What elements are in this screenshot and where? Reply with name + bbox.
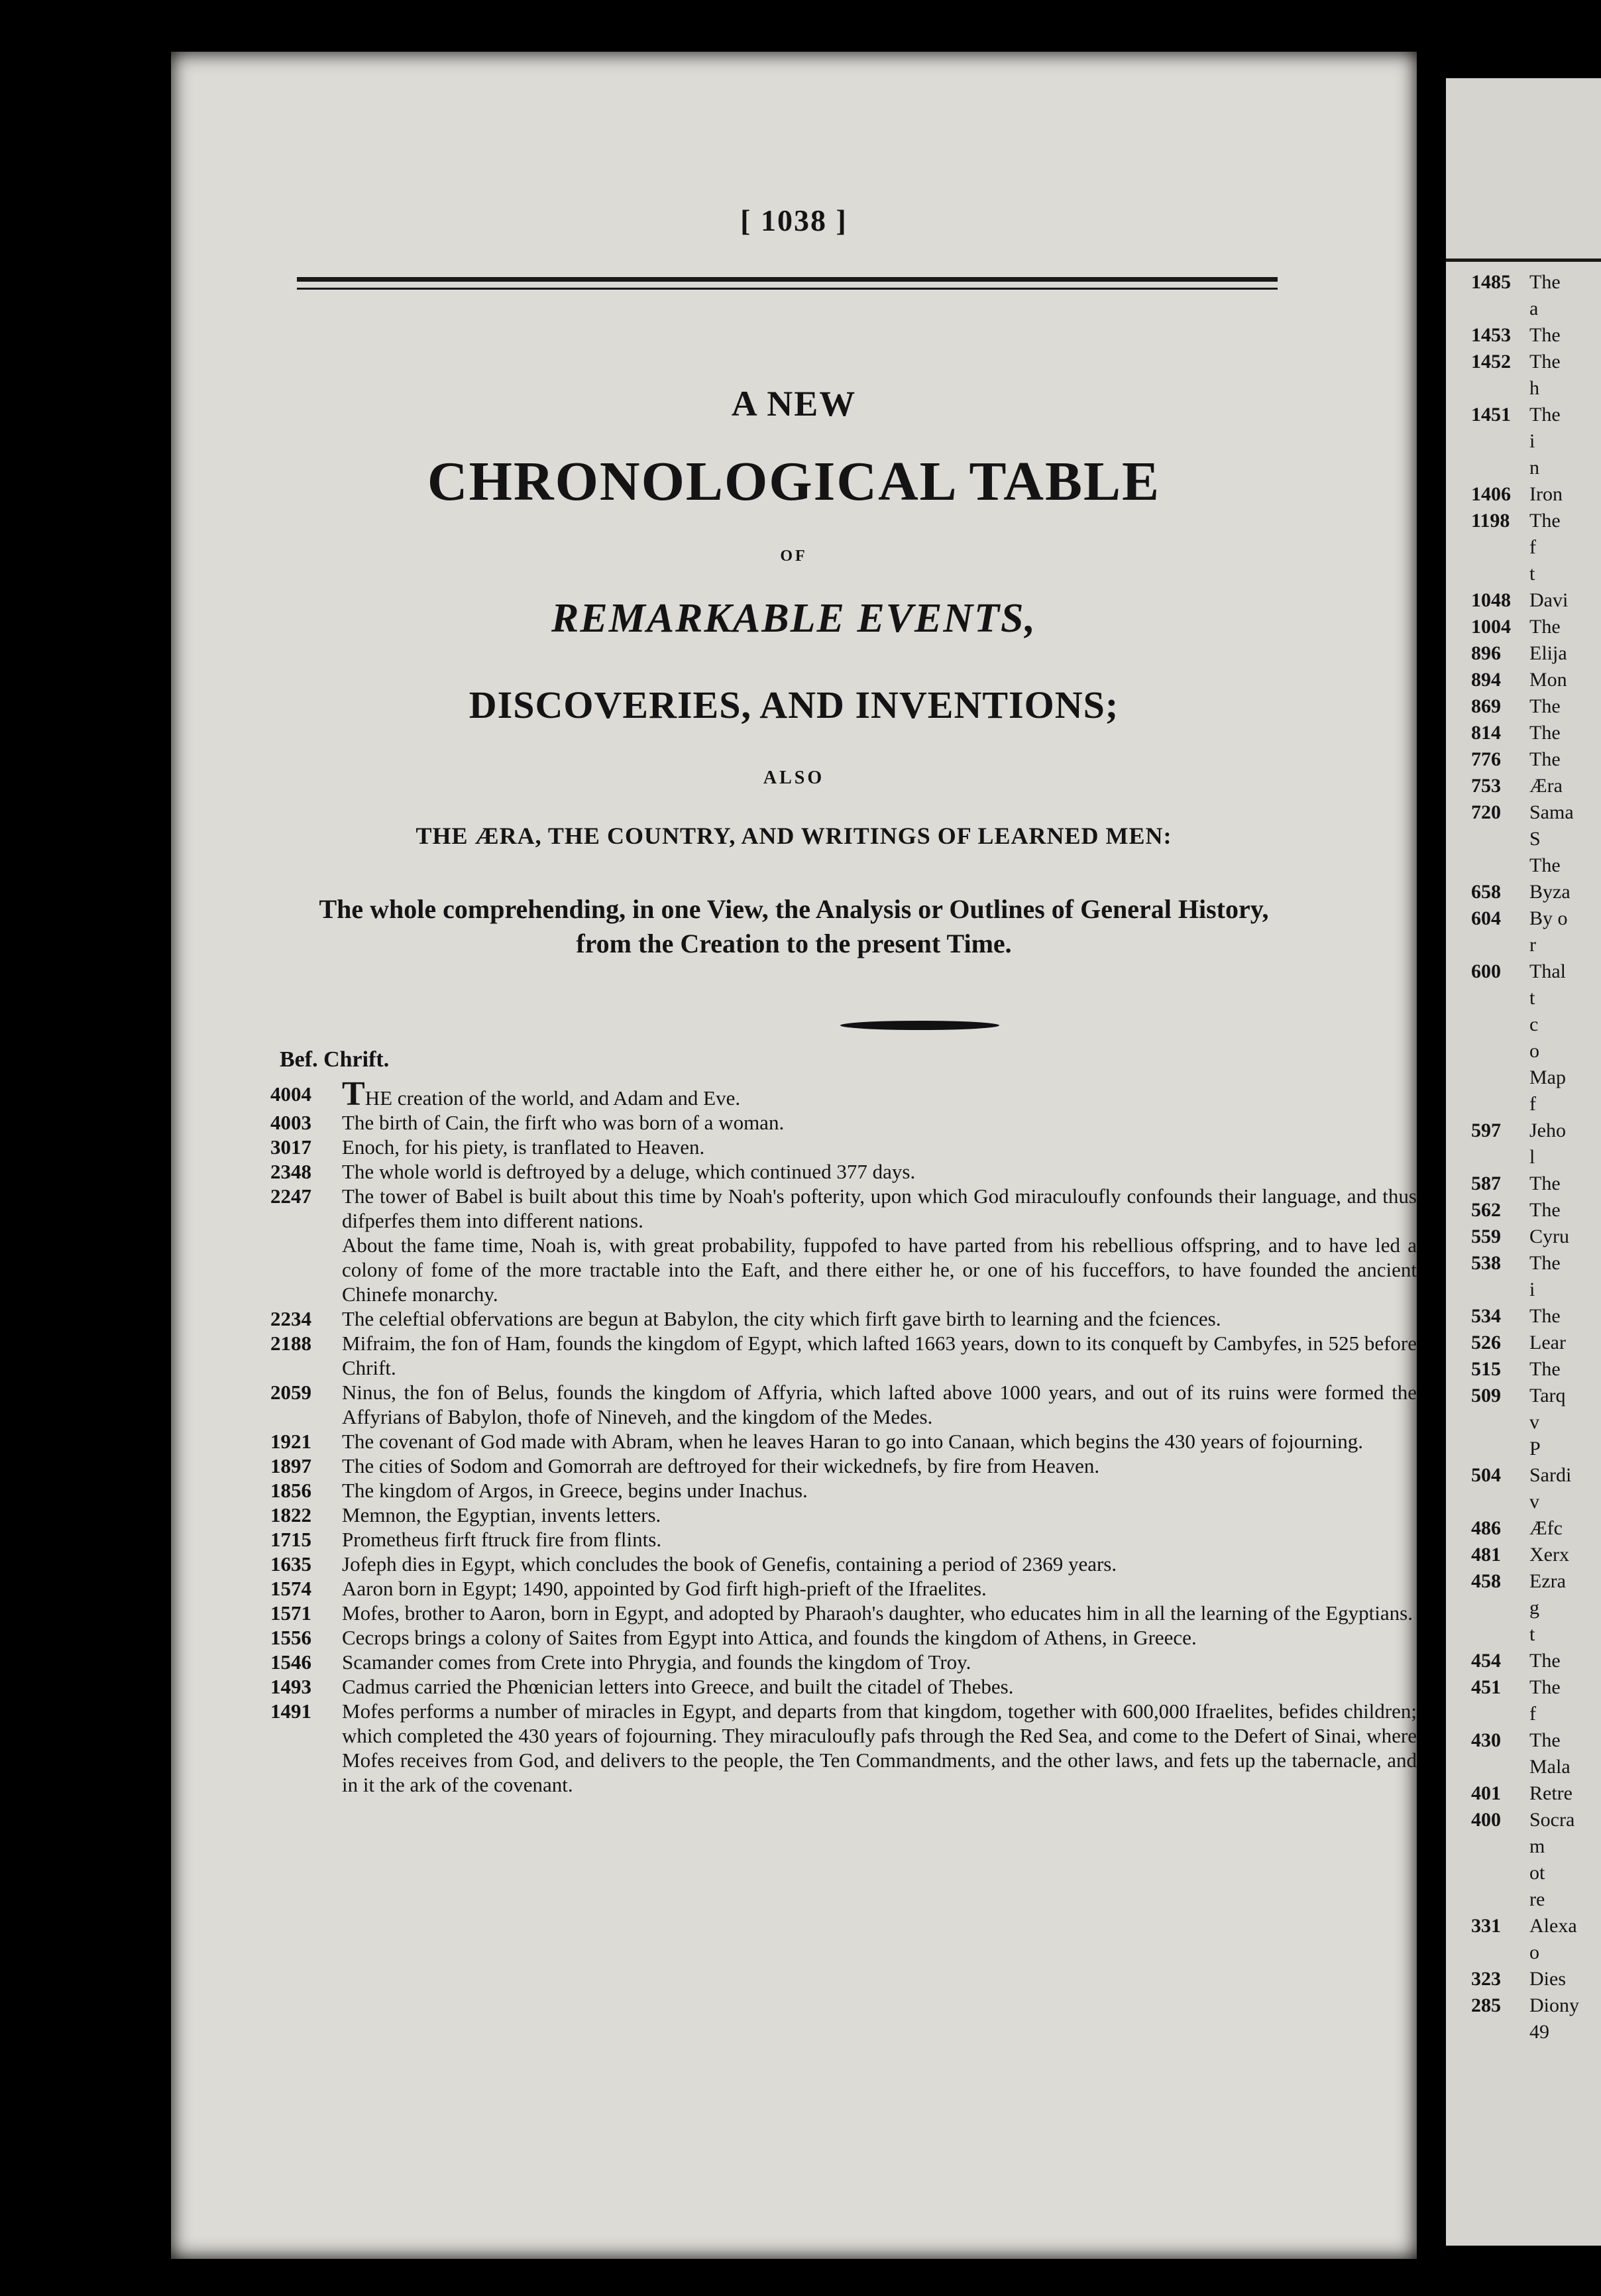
entry-year: 4004 — [270, 1082, 311, 1106]
right-entry-year: 597 — [1471, 1119, 1501, 1141]
chronology-entry — [270, 1601, 1417, 1625]
right-page-entry — [1471, 1701, 1601, 1727]
right-entry-text: Xerx — [1529, 1544, 1569, 1566]
right-page-entry — [1471, 402, 1601, 428]
right-entry-year — [1471, 932, 1529, 958]
entry-year: 1715 — [270, 1528, 311, 1551]
right-entry-text: Iron — [1529, 483, 1563, 505]
entry-year: 1556 — [270, 1626, 311, 1649]
right-entry-year: 1406 — [1471, 483, 1511, 505]
right-entry-text: c — [1529, 1013, 1539, 1035]
right-entry-year — [1471, 534, 1529, 561]
right-entry-text: Æfc — [1529, 1517, 1563, 1539]
right-entry-year — [1471, 1409, 1529, 1436]
chronology-entry — [270, 1454, 1417, 1478]
right-page-entry — [1471, 614, 1601, 640]
right-page-entry — [1471, 508, 1601, 534]
right-page-entry — [1471, 799, 1601, 826]
right-entry-text: Davi — [1529, 589, 1569, 611]
entry-year: 1571 — [270, 1601, 311, 1625]
chronology-entry — [270, 1184, 1417, 1233]
title-also: ALSO — [763, 768, 825, 788]
right-page-entry — [1471, 1436, 1601, 1462]
right-page-entry — [1471, 1595, 1601, 1621]
right-entry-year: 454 — [1471, 1650, 1501, 1672]
entry-text: Mifraim, the fon of Ham, founds the kingdom of Egypt, which lafted 1663 years, down to its conqueft by Cambyfes, in 525 before Chrift. — [342, 1332, 1417, 1379]
right-entry-text: The — [1529, 616, 1561, 638]
right-entry-text: Mon — [1529, 669, 1567, 691]
right-entry-text: Thal — [1529, 960, 1566, 982]
right-entry-year: 896 — [1471, 642, 1501, 664]
right-page-entry — [1471, 640, 1601, 667]
right-entry-year: 1452 — [1471, 351, 1511, 373]
right-entry-text: Map — [1529, 1066, 1566, 1088]
right-entry-text: S — [1529, 828, 1541, 850]
right-page-entry — [1471, 1860, 1601, 1886]
right-page-entry — [1471, 2019, 1601, 2045]
right-entry-text: f — [1529, 1703, 1536, 1725]
right-entry-text: Jeho — [1529, 1119, 1566, 1141]
right-page-entry — [1471, 1727, 1601, 1754]
right-entry-text: h — [1529, 377, 1539, 399]
right-entry-text: t — [1529, 563, 1535, 585]
right-entry-year: 486 — [1471, 1517, 1501, 1539]
right-page-entry — [1471, 375, 1601, 402]
header-rule — [297, 277, 1278, 282]
entry-text: The covenant of God made with Abram, when he leaves Haran to go into Canaan, which begins the 430 years of fojourning. — [342, 1430, 1363, 1453]
right-entry-text: Dies — [1529, 1968, 1566, 1990]
right-entry-text: The — [1529, 351, 1561, 373]
right-entry-text: m — [1529, 1835, 1545, 1857]
right-page-entry — [1471, 428, 1601, 455]
entry-note: About the fame time, Noah is, with great probability, fuppofed to have parted from his rebellious offspring, and to have led a colony of fome of the more tractable into the Eaft, and there either he, or one of his fucceffors, to have founded the ancient Chinefe monarchy. — [342, 1234, 1417, 1306]
right-entry-text: n — [1529, 457, 1539, 479]
right-entry-year — [1471, 1754, 1529, 1780]
right-entry-text: i — [1529, 430, 1535, 452]
title-remarkable-events: REMARKABLE EVENTS, — [551, 596, 1037, 641]
right-entry-year — [1471, 296, 1529, 322]
right-page-entry — [1471, 1489, 1601, 1515]
right-page-entry — [1471, 1038, 1601, 1064]
chronology-entry — [270, 1503, 1417, 1527]
right-entry-text: P — [1529, 1438, 1541, 1460]
title-of: OF — [780, 547, 808, 565]
right-entry-year: 285 — [1471, 1994, 1501, 2016]
right-page-entry — [1471, 1064, 1601, 1091]
chronology-entry — [270, 1075, 1417, 1113]
right-entry-text: Sardi — [1529, 1464, 1572, 1486]
right-entry-text: f — [1529, 1093, 1536, 1115]
right-entry-year: 720 — [1471, 801, 1501, 823]
right-entry-year — [1471, 985, 1529, 1011]
right-entry-text: 49 — [1529, 2021, 1549, 2043]
right-page-entry — [1471, 932, 1601, 958]
right-entry-year: 776 — [1471, 748, 1501, 770]
right-page-entry — [1471, 1197, 1601, 1224]
right-entry-text: i — [1529, 1279, 1535, 1300]
right-entry-year — [1471, 1621, 1529, 1648]
entry-text — [342, 1075, 1417, 1113]
right-entry-text: The — [1529, 271, 1561, 293]
right-entry-year — [1471, 1277, 1529, 1303]
entry-text: Prometheus firft ftruck fire from flints. — [342, 1528, 662, 1551]
right-page-entry — [1471, 1356, 1601, 1383]
entry-text: Cadmus carried the Phœnician letters into Greece, and built the citadel of Thebes. — [342, 1675, 1014, 1698]
right-page-entry — [1471, 1754, 1601, 1780]
entry-text: The celeftial obfervations are begun at Babylon, the city which firft gave birth to learning and the fciences. — [342, 1307, 1221, 1330]
right-entry-year: 814 — [1471, 722, 1501, 744]
right-entry-year — [1471, 455, 1529, 481]
right-entry-text: v — [1529, 1411, 1539, 1433]
right-page-list — [1471, 269, 1601, 2045]
right-page-entry — [1471, 826, 1601, 852]
right-page-entry — [1471, 1330, 1601, 1356]
right-page-entry — [1471, 1171, 1601, 1197]
right-entry-text: The — [1529, 1729, 1561, 1751]
right-entry-text: Tarq — [1529, 1385, 1566, 1406]
right-entry-text: The — [1529, 1173, 1561, 1194]
right-entry-year: 600 — [1471, 960, 1501, 982]
right-page-entry — [1471, 269, 1601, 296]
right-page-entry — [1471, 1833, 1601, 1860]
entry-year: 1546 — [270, 1650, 311, 1674]
right-entry-year — [1471, 1011, 1529, 1038]
right-entry-year: 562 — [1471, 1199, 1501, 1221]
right-page-entry — [1471, 481, 1601, 508]
entry-text: Enoch, for his piety, is tranflated to Heaven. — [342, 1135, 705, 1159]
right-entry-year: 894 — [1471, 669, 1501, 691]
right-entry-year: 400 — [1471, 1809, 1501, 1831]
right-entry-year — [1471, 1489, 1529, 1515]
right-entry-text: The — [1529, 324, 1561, 346]
entry-text-rest: HE creation of the world, and Adam and Eve. — [364, 1086, 741, 1110]
right-entry-year — [1471, 1144, 1529, 1171]
right-entry-text: The — [1529, 1676, 1561, 1698]
chronology-entry — [270, 1625, 1417, 1650]
chronology-entry — [270, 1478, 1417, 1503]
chronology-entry — [270, 1380, 1417, 1429]
right-entry-year: 331 — [1471, 1915, 1501, 1937]
right-page-entry — [1471, 322, 1601, 349]
entry-year: 2247 — [270, 1184, 311, 1208]
entry-text: The cities of Sodom and Gomorrah are deftroyed for their wickednefs, by fire from Heaven. — [342, 1454, 1100, 1477]
title-discoveries: DISCOVERIES, AND INVENTIONS; — [469, 683, 1119, 726]
right-page-entry — [1471, 534, 1601, 561]
right-page-entry — [1471, 773, 1601, 799]
right-page-entry — [1471, 1913, 1601, 1939]
chronology-entry — [270, 1110, 1417, 1135]
right-entry-year: 504 — [1471, 1464, 1501, 1486]
right-page-entry — [1471, 455, 1601, 481]
right-entry-text: The — [1529, 1305, 1561, 1327]
right-page-entry — [1471, 1462, 1601, 1489]
right-page-entry — [1471, 587, 1601, 614]
right-page-entry — [1471, 1383, 1601, 1409]
entry-text: Mofes performs a number of miracles in Egypt, and departs from that kingdom, together with 600,000 Ifraelites, befides children; which completed the 430 years of fojourning. They miraculoufly pafs through the Red Sea, and come to the Defert of Sinai, where Mofes receives from God, and delivers to the people, the Ten Commandments, and the other laws, and fets up the tabernacle, and in it the ark of the covenant. — [342, 1699, 1417, 1796]
right-page-entry — [1471, 561, 1601, 587]
entry-year: 2348 — [270, 1160, 311, 1183]
entry-year: 2188 — [270, 1332, 311, 1355]
title-a-new: A NEW — [731, 384, 857, 424]
right-entry-year: 1485 — [1471, 271, 1511, 293]
right-page-entry — [1471, 1011, 1601, 1038]
entry-text: Mofes, brother to Aaron, born in Egypt, and adopted by Pharaoh's daughter, who educates him in all the learning of the Egyptians. — [342, 1601, 1413, 1625]
entry-year: 2059 — [270, 1381, 311, 1404]
right-entry-text: The — [1529, 1650, 1561, 1672]
right-page-entry — [1471, 1542, 1601, 1568]
right-page-entry — [1471, 1303, 1601, 1330]
right-entry-year: 481 — [1471, 1544, 1501, 1566]
right-entry-text: Sama — [1529, 801, 1574, 823]
right-entry-year: 1048 — [1471, 589, 1511, 611]
right-entry-year — [1471, 1886, 1529, 1913]
right-entry-year: 515 — [1471, 1358, 1501, 1380]
right-entry-text: ot — [1529, 1862, 1545, 1884]
entry-text: The tower of Babel is built about this time by Noah's pofterity, upon which God miraculoufly confounds their language, and thus difperfes them into different nations. — [342, 1184, 1417, 1232]
right-entry-year — [1471, 1701, 1529, 1727]
chronology-entry — [270, 1527, 1417, 1552]
section-label: Bef. Chrift. — [280, 1047, 390, 1072]
right-page-entry — [1471, 958, 1601, 985]
right-entry-text: g — [1529, 1597, 1539, 1619]
right-page-entry — [1471, 1939, 1601, 1966]
right-entry-year: 1198 — [1471, 510, 1510, 532]
entry-year: 1635 — [270, 1552, 311, 1576]
right-entry-text: The — [1529, 722, 1561, 744]
right-entry-year: 1004 — [1471, 616, 1511, 638]
entry-year: 1921 — [270, 1430, 311, 1453]
right-entry-text: The — [1529, 404, 1561, 426]
entry-text: Ninus, the fon of Belus, founds the kingdom of Affyria, which lafted above 1000 years, and out of its ruins were formed the Affyrians of Babylon, thofe of Nineveh, and the kingdom of the Medes. — [342, 1381, 1417, 1428]
right-entry-year: 458 — [1471, 1570, 1501, 1592]
right-page-entry — [1471, 1409, 1601, 1436]
right-entry-text: Mala — [1529, 1756, 1571, 1778]
right-entry-year: 658 — [1471, 881, 1501, 903]
right-entry-text: The — [1529, 854, 1561, 876]
right-page-entry — [1471, 1118, 1601, 1144]
right-page-entry — [1471, 1515, 1601, 1542]
entry-text: Jofeph dies in Egypt, which concludes the book of Genefis, containing a period of 2369 years. — [342, 1552, 1117, 1576]
chronology-entry — [270, 1331, 1417, 1380]
right-entry-year — [1471, 561, 1529, 587]
subtitle-text: The whole comprehending, in one View, the Analysis or Outlines of General History, from the Creation to the present Time. — [319, 894, 1269, 958]
right-page-entry — [1471, 1807, 1601, 1833]
entry-text: Scamander comes from Crete into Phrygia, and founds the kingdom of Troy. — [342, 1650, 971, 1674]
right-entry-year — [1471, 1595, 1529, 1621]
right-entry-text: Byza — [1529, 881, 1571, 903]
entry-text: Cecrops brings a colony of Saites from Egypt into Attica, and founds the kingdom of Athens, in Greece. — [342, 1626, 1197, 1649]
right-entry-text: Ezra — [1529, 1570, 1566, 1592]
right-entry-text: t — [1529, 1623, 1535, 1645]
right-page-rule — [1446, 258, 1601, 262]
ornament-divider — [840, 1021, 999, 1030]
right-entry-year: 451 — [1471, 1676, 1501, 1698]
right-entry-year — [1471, 1091, 1529, 1118]
right-entry-year — [1471, 852, 1529, 879]
right-entry-text: Retre — [1529, 1782, 1573, 1804]
right-entry-text: t — [1529, 987, 1535, 1009]
right-entry-year: 604 — [1471, 907, 1501, 929]
title-main: CHRONOLOGICAL TABLE — [427, 451, 1161, 512]
entry-year: 3017 — [270, 1135, 311, 1159]
right-page-entry — [1471, 746, 1601, 773]
chronology-list — [270, 1075, 1417, 1797]
chronology-entry — [270, 1135, 1417, 1159]
entry-year: 1493 — [270, 1675, 311, 1698]
entry-year: 2234 — [270, 1307, 311, 1330]
entry-year: 4003 — [270, 1111, 311, 1134]
right-entry-year — [1471, 2019, 1529, 2045]
entry-text: Memnon, the Egyptian, invents letters. — [342, 1503, 661, 1526]
right-entry-year — [1471, 1064, 1529, 1091]
chronology-entry — [270, 1552, 1417, 1576]
right-entry-text: The — [1529, 1358, 1561, 1380]
right-entry-year — [1471, 375, 1529, 402]
entry-text: The whole world is deftroyed by a deluge, which continued 377 days. — [342, 1160, 916, 1183]
right-entry-year — [1471, 1939, 1529, 1966]
entry-text: The birth of Cain, the firft who was born of a woman. — [342, 1111, 785, 1134]
right-page-entry — [1471, 1886, 1601, 1913]
right-entry-year: 587 — [1471, 1173, 1501, 1194]
entry-year: 1574 — [270, 1577, 311, 1600]
right-entry-text: l — [1529, 1146, 1535, 1168]
right-entry-year — [1471, 826, 1529, 852]
right-entry-year: 869 — [1471, 695, 1501, 717]
right-page-entry — [1471, 1992, 1601, 2019]
entry-year: 1856 — [270, 1479, 311, 1502]
right-entry-text: re — [1529, 1888, 1545, 1910]
right-page-entry — [1471, 1224, 1601, 1250]
right-entry-year — [1471, 1860, 1529, 1886]
right-page-entry — [1471, 667, 1601, 693]
right-page-entry — [1471, 720, 1601, 746]
right-page-entry — [1471, 852, 1601, 879]
right-page-entry — [1471, 1621, 1601, 1648]
right-page-entry — [1471, 349, 1601, 375]
entry-year: 1897 — [270, 1454, 311, 1477]
right-page-entry — [1471, 1648, 1601, 1674]
right-entry-text: The — [1529, 695, 1561, 717]
drop-cap: T — [342, 1075, 365, 1113]
chronology-entry — [270, 1576, 1417, 1601]
right-page-entry — [1471, 1144, 1601, 1171]
page-number-header: [ 1038 ] — [740, 203, 848, 237]
chronology-entry — [270, 1306, 1417, 1331]
right-page-entry — [1471, 905, 1601, 932]
right-entry-text: f — [1529, 536, 1536, 558]
right-entry-text: o — [1529, 1040, 1539, 1062]
right-entry-text: Lear — [1529, 1332, 1566, 1353]
right-entry-text: The — [1529, 748, 1561, 770]
right-page-entry — [1471, 1091, 1601, 1118]
entry-text: Aaron born in Egypt; 1490, appointed by God firft high-prieft of the Ifraelites. — [342, 1577, 987, 1600]
right-page-entry — [1471, 1568, 1601, 1595]
left-page — [171, 52, 1417, 2259]
right-entry-year: 323 — [1471, 1968, 1501, 1990]
right-entry-text: The — [1529, 1199, 1561, 1221]
right-entry-year: 401 — [1471, 1782, 1501, 1804]
right-page-entry — [1471, 1250, 1601, 1277]
right-entry-text: r — [1529, 934, 1536, 956]
right-entry-text: The — [1529, 510, 1561, 532]
right-entry-text: a — [1529, 298, 1539, 319]
right-entry-text: By o — [1529, 907, 1568, 929]
header-rule-thin — [297, 288, 1278, 290]
right-entry-year — [1471, 428, 1529, 455]
right-page-entry — [1471, 1277, 1601, 1303]
right-entry-text: v — [1529, 1491, 1539, 1513]
right-page-entry — [1471, 296, 1601, 322]
title-subtitle — [171, 892, 1417, 961]
entry-year: 1491 — [270, 1699, 311, 1723]
right-entry-year — [1471, 1436, 1529, 1462]
right-page-entry — [1471, 1674, 1601, 1701]
right-entry-text: Elija — [1529, 642, 1567, 664]
entry-year: 1822 — [270, 1503, 311, 1526]
right-entry-year: 534 — [1471, 1305, 1501, 1327]
right-entry-text: Socra — [1529, 1809, 1575, 1831]
right-entry-text: Alexa — [1529, 1915, 1577, 1937]
chronology-entry — [270, 1159, 1417, 1184]
right-entry-text: o — [1529, 1941, 1539, 1963]
right-entry-year — [1471, 1038, 1529, 1064]
right-entry-text: Cyru — [1529, 1226, 1569, 1247]
title-aera: THE ÆRA, THE COUNTRY, AND WRITINGS OF LEARNED MEN: — [415, 823, 1172, 849]
right-page-edge — [1446, 78, 1601, 2246]
right-entry-year — [1471, 1833, 1529, 1860]
right-entry-year: 538 — [1471, 1252, 1501, 1274]
chronology-entry — [270, 1699, 1417, 1797]
right-page-entry — [1471, 1780, 1601, 1807]
right-page-entry — [1471, 1966, 1601, 1992]
chronology-entry — [270, 1429, 1417, 1454]
chronology-entry — [270, 1650, 1417, 1674]
right-entry-year: 526 — [1471, 1332, 1501, 1353]
right-entry-year: 1451 — [1471, 404, 1511, 426]
right-page-entry — [1471, 879, 1601, 905]
right-entry-year: 1453 — [1471, 324, 1511, 346]
right-entry-text: The — [1529, 1252, 1561, 1274]
entry-text: The kingdom of Argos, in Greece, begins under Inachus. — [342, 1479, 808, 1502]
right-entry-text: Diony — [1529, 1994, 1579, 2016]
right-entry-year: 559 — [1471, 1226, 1501, 1247]
right-entry-year: 509 — [1471, 1385, 1501, 1406]
right-entry-year: 430 — [1471, 1729, 1501, 1751]
right-entry-year: 753 — [1471, 775, 1501, 797]
chronology-entry — [270, 1674, 1417, 1699]
right-page-entry — [1471, 985, 1601, 1011]
right-page-entry — [1471, 693, 1601, 720]
right-entry-text: Æra — [1529, 775, 1563, 797]
